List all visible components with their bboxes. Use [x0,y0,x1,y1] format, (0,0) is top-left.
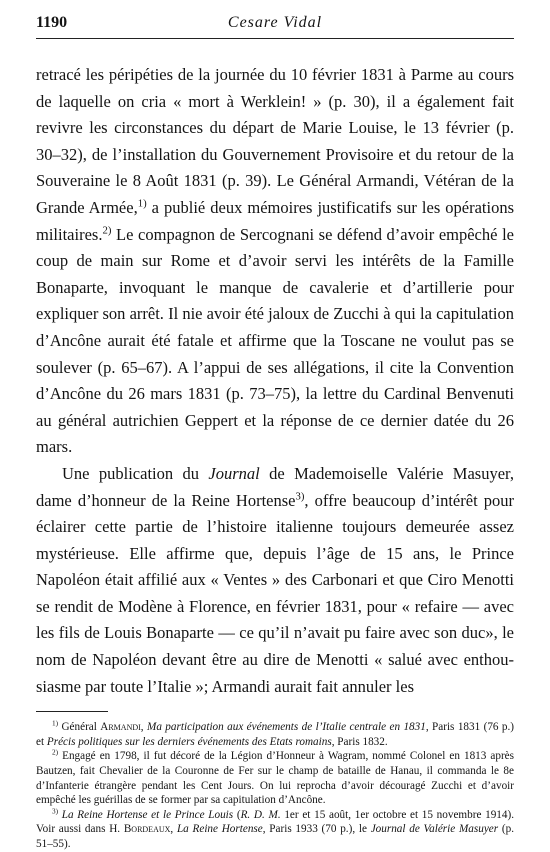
footnote-3-mark: 3) [52,807,59,816]
footnote-1 [36,720,514,749]
footnote-ref-2: 2) [102,224,112,237]
running-head: Cesare Vidal [227,14,323,31]
footnote-2-text: Engagé en 1798, il fut décoré de la Légion d’Honneur à Wagram, nommé Colonel en 1813 après Bautzen, fait Chevalier de la Couronne de Fer sur le champ de bataille de Hanau, il commanda le 8e d’Infanterie étrangère pendant les Cent Jours. On lui reprocha d’avoir découragé Zucchi et d’avoir empêché les guérillas de se former par sa capitulation d’Ancône. [36,750,514,807]
footnote-1-title-2: Précis politiques sur les derniers événements des Etats romains [46,735,332,748]
p2-journal-title: Journal [208,463,260,483]
footnote-3-end: (p. 51–55). [36,823,515,850]
header-rule [36,38,514,39]
footnote-2-mark: 2) [52,748,59,757]
footnote-1-title-1: Ma participation aux événements de l’Italie centrale en 1831 [147,721,426,734]
footnote-3-author: Bordeaux [123,823,171,836]
body-text [36,62,514,700]
footnote-ref-1: 1) [137,197,147,210]
document-page [36,12,514,852]
footnote-1-pre: Général [58,721,101,734]
p2-text-c: , offre beaucoup d’intérêt pour éclairer cette partie de l’histoire italienne toujours demeurée assez mystérieuse. Elle affirme que, depuis l’âge de 15 ans, le Prince Napoléon était affilié aux « Ventes » des Carbonari et que Ciro Menotti se rendit de Modène à Florence, en février 1831, pour « refaire — avec les fils de Louis Bonaparte — ce qu’il n’avait pu faire avec son duc», le nom de Napoléon devant être au dire de Menotti « salué avec enthousiasme par toute l’Italie »; Armandi aurait fait annuler les [36,490,514,696]
p2-text-b: de Mademoiselle Valérie Masuyer, dame d’honneur de la Reine Hortense [36,463,514,510]
footnote-3 [36,808,514,852]
paragraph-2 [36,461,514,700]
footnote-3-title-2: La Reine Hortense [176,823,263,836]
p1-text-b: a publié deux mémoires justificatifs sur les opérations militaires. [36,197,514,244]
footnote-1-sep: , [140,721,147,734]
footnote-3-mid-3: , Paris 1933 (70 p.), le [262,823,371,836]
paragraph-1 [36,62,514,461]
footnote-3-title-1: La Reine Hortense et le Prince Louis [58,808,234,821]
footnote-3-sep: , [170,823,177,836]
footnote-3-title-3: Journal de Valérie Masuyer [370,823,499,836]
footnote-1-author: Armandi [100,721,141,734]
footnote-1-mid: , Paris 1831 (76 p.) et [36,721,515,748]
footnote-rule [36,711,108,712]
footnote-ref-3: 3) [295,490,305,502]
page-number: 1190 [36,14,68,31]
footnotes [36,720,514,851]
footnote-3-mid-1: ( [233,808,241,821]
footnote-2 [36,749,514,807]
footnote-1-end: , Paris 1832. [331,735,388,748]
footnote-3-rdm: R. D. M. [240,808,281,821]
p1-text-c: Le compagnon de Sercognani se défend d’avoir empêché le coup de main sur Rome et d’avoir servi les intérêts de la Famille Bonaparte, invoquant le manque de cavalerie et d’artillerie pour expliquer son arrêt. Il nie avoir été jaloux de Zucchi à qui la capitulation d’Ancône aurait été fatale et affirme que la Toscane ne voulut pas se soulever (p. 65–67). A l’appui de ses allégations, il cite la Convention d’Ancône du 26 mars 1831 (p. 73–75), la lettre du Cardinal Benvenuti au général autrichien Geppert et la réponse de ce dernier datée du 26 mars. [36,224,514,457]
footnote-1-mark: 1) [52,719,59,728]
footnote-3-mid-2: 1er et 15 août, 1er octobre et 15 novembre 1914). Voir aussi dans H. [36,808,515,836]
p1-text-a: retracé les péripéties de la journée du 10 février 1831 à Parme au cours de laquelle on cria « mort à Werklein! » (p. 30), il a également fait revivre les circonstances du départ de Marie Louise, le 13 février (p. 30–32), de l’installation du Gouvernement Provisoire et du retour de la Souveraine le 8 Août 1831 (p. 39). Le Général Armandi, Vétéran de la Grande Armée, [36,65,514,217]
page-header [36,12,514,42]
p2-text-a: Une publication du [62,463,209,483]
